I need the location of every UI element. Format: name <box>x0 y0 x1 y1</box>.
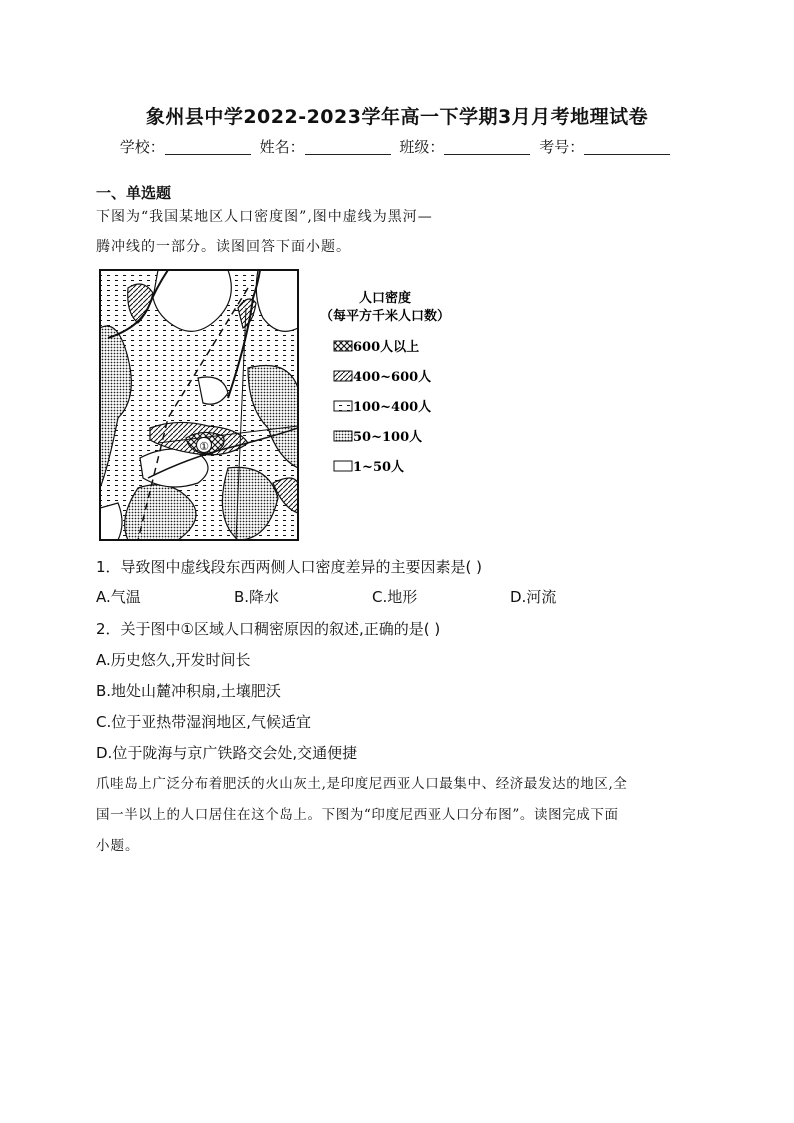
legend-title: 人口密度 <box>358 291 412 306</box>
legend-label: 400~600人 <box>353 370 432 385</box>
name-blank <box>305 140 391 155</box>
school-label: 学校： <box>119 138 165 156</box>
legend-swatch-100-400 <box>334 401 352 411</box>
question-1-stem: 1．导致图中虚线段东西两侧人口密度差异的主要因素是( ) <box>96 558 483 576</box>
legend-label: 100~400人 <box>353 400 432 415</box>
student-info-row <box>0 136 794 157</box>
legend-subtitle: （每平方千米人口数） <box>319 309 450 324</box>
region-1-50 <box>100 503 122 540</box>
name-label: 姓名： <box>259 138 305 156</box>
q1-option-b[interactable]: B.降水 <box>234 588 280 606</box>
intro1-line1: 下图为“我国某地区人口密度图”,图中虚线为黑河— <box>96 209 433 225</box>
intro2-line1: 爪哇岛上广泛分布着肥沃的火山灰土,是印度尼西亚人口最集中、经济最发达的地区,全 <box>96 776 628 792</box>
legend-swatch-1-50 <box>334 461 352 471</box>
exam-no-blank <box>584 140 670 155</box>
exam-no-label: 考号： <box>539 138 585 156</box>
school-blank <box>165 140 251 155</box>
q1-option-c[interactable]: C.地形 <box>372 588 418 606</box>
class-label: 班级： <box>399 138 445 156</box>
q2-option-d[interactable]: D.位于陇海与京广铁路交会处,交通便捷 <box>96 744 358 762</box>
q1-option-a[interactable]: A.气温 <box>96 588 141 606</box>
q2-option-b[interactable]: B.地处山麓冲积扇,土壤肥沃 <box>96 682 281 700</box>
marker-label: ① <box>199 440 209 453</box>
intro2-line2: 国一半以上的人口居住在这个岛上。下图为“印度尼西亚人口分布图”。读图完成下面 <box>96 807 619 823</box>
intro2-line3: 小题。 <box>96 838 140 854</box>
section-heading: 一、单选题 <box>96 184 172 202</box>
legend-swatch-50-100 <box>334 431 352 441</box>
q2-option-a[interactable]: A.历史悠久,开发时间长 <box>96 651 251 669</box>
legend-label: 50~100人 <box>353 430 423 445</box>
q2-option-c[interactable]: C.位于亚热带湿润地区,气候适宜 <box>96 713 312 731</box>
legend-swatch-600-plus <box>334 341 352 351</box>
legend-swatch-400-600 <box>334 371 352 381</box>
legend-label: 1~50人 <box>353 460 405 475</box>
intro1-line2: 腾冲线的一部分。读图回答下面小题。 <box>96 239 351 255</box>
question-2-stem: 2．关于图中①区域人口稠密原因的叙述,正确的是( ) <box>96 620 441 638</box>
legend-label: 600人以上 <box>353 340 420 355</box>
class-blank <box>444 140 530 155</box>
population-density-map <box>98 268 450 544</box>
q1-option-d[interactable]: D.河流 <box>510 588 557 606</box>
region-1-50 <box>140 449 208 487</box>
page-title: 象州县中学2022-2023学年高一下学期3月月考地理试卷 <box>145 106 649 128</box>
